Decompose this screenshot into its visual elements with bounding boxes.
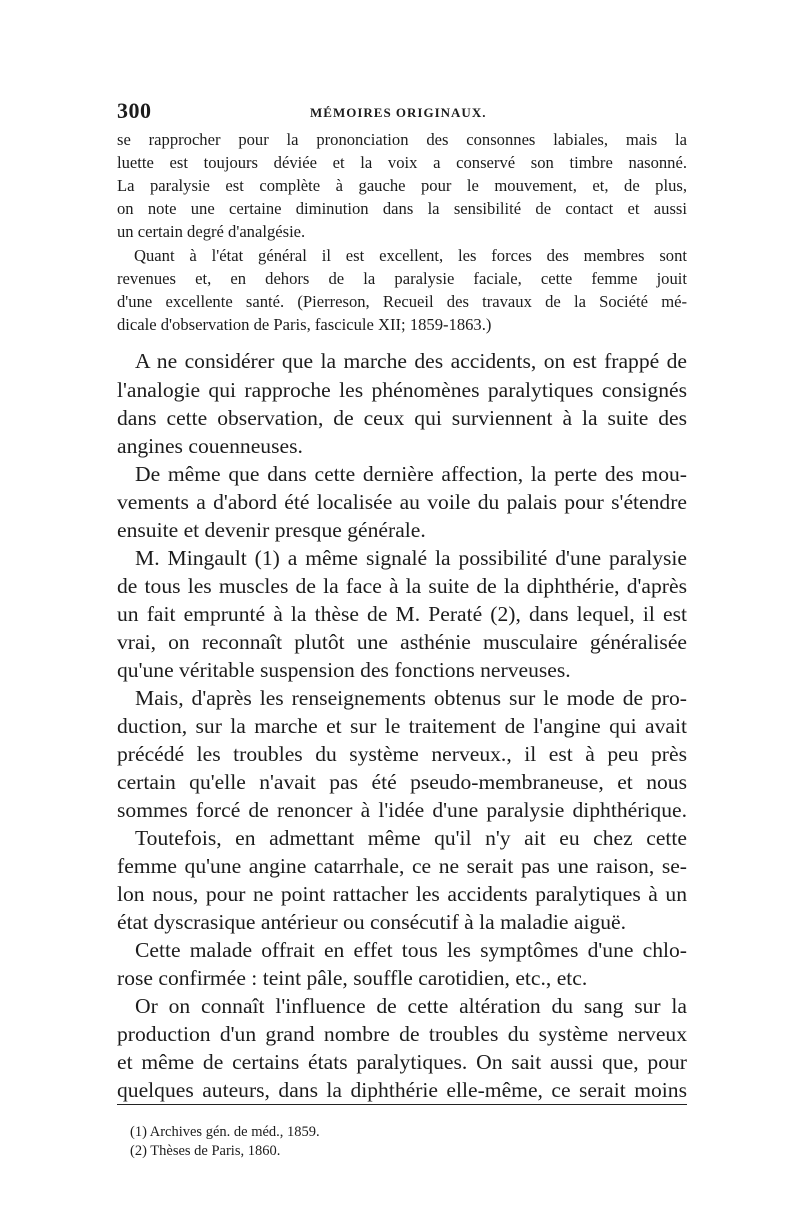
body-line: angines couenneuses. xyxy=(117,434,303,458)
observation-line: revenues et, en dehors de la paralysie faciale, cette femme jouit xyxy=(117,269,687,288)
body-line: et même de certains états paralytiques. On sait aussi que, pour xyxy=(117,1050,687,1074)
body-line: rose confirmée : teint pâle, souffle carotidien, etc., etc. xyxy=(117,966,588,990)
body-line: précédé les troubles du système nerveux., il est à peu près xyxy=(117,742,687,766)
body-line: vrai, on reconnaît plutôt une asthénie musculaire généralisée xyxy=(117,630,687,654)
body-line: quelques auteurs, dans la diphthérie elle-même, ce serait moins xyxy=(117,1078,687,1102)
page-number: 300 xyxy=(117,98,152,123)
observation-line: luette est toujours déviée et la voix a conservé son timbre nasonné. xyxy=(117,153,687,172)
observation-line: on note une certaine diminution dans la sensibilité de contact et aussi xyxy=(117,199,687,218)
body-line: dans cette observation, de ceux qui surviennent à la suite des xyxy=(117,406,687,430)
body-line: A ne considérer que la marche des accidents, on est frappé de xyxy=(135,349,687,373)
body-line: l'analogie qui rapproche les phénomènes paralytiques consignés xyxy=(117,378,687,402)
body-line: qu'une véritable suspension des fonctions nerveuses. xyxy=(117,658,571,682)
body-line: Cette malade offrait en effet tous les symptômes d'une chlo- xyxy=(135,938,687,962)
observation-line: se rapprocher pour la prononciation des consonnes labiales, mais la xyxy=(117,130,687,149)
body-line: Mais, d'après les renseignements obtenus sur le mode de pro- xyxy=(135,686,687,710)
observation-line: Quant à l'état général il est excellent, les forces des membres sont xyxy=(134,246,687,265)
footnote-2: (2) Thèses de Paris, 1860. xyxy=(130,1143,281,1159)
body-line: de tous les muscles de la face à la suite de la diphthérie, d'après xyxy=(117,574,687,598)
observation-line: un certain degré d'analgésie. xyxy=(117,222,306,241)
observation-line: d'une excellente santé. (Pierreson, Recueil des travaux de la Société mé- xyxy=(117,292,687,311)
body-line: M. Mingault (1) a même signalé la possibilité d'une paralysie xyxy=(135,546,687,570)
body-line: certain qu'elle n'avait pas été pseudo-membraneuse, et nous xyxy=(117,770,687,794)
footnote-1: (1) Archives gén. de méd., 1859. xyxy=(130,1124,320,1140)
body-line: production d'un grand nombre de troubles du système nerveux xyxy=(117,1022,687,1046)
observation-line: La paralysie est complète à gauche pour le mouvement, et, de plus, xyxy=(117,176,687,195)
body-line: Or on connaît l'influence de cette altération du sang sur la xyxy=(135,994,687,1018)
body-line: sommes forcé de renoncer à l'idée d'une paralysie diphthérique. xyxy=(117,798,687,822)
page-header xyxy=(117,98,687,124)
running-title: MÉMOIRES ORIGINAUX. xyxy=(310,105,487,120)
body-line: duction, sur la marche et sur le traitement de l'angine qui avait xyxy=(117,714,687,738)
body-line: Toutefois, en admettant même qu'il n'y ait eu chez cette xyxy=(135,826,687,850)
body-line: un fait emprunté à la thèse de M. Peraté (2), dans lequel, il est xyxy=(117,602,687,626)
body-line: état dyscrasique antérieur ou consécutif à la maladie aiguë. xyxy=(117,910,627,934)
body-line: lon nous, pour ne point rattacher les accidents paralytiques à un xyxy=(117,882,687,906)
body-line: femme qu'une angine catarrhale, ce ne serait pas une raison, se- xyxy=(117,854,687,878)
body-line: vements a d'abord été localisée au voile du palais pour s'étendre xyxy=(117,490,687,514)
body-line: ensuite et devenir presque générale. xyxy=(117,518,426,542)
footnote-divider xyxy=(117,1104,687,1105)
body-line: De même que dans cette dernière affection, la perte des mou- xyxy=(135,462,687,486)
observation-line: dicale d'observation de Paris, fascicule XII; 1859-1863.) xyxy=(117,315,492,334)
